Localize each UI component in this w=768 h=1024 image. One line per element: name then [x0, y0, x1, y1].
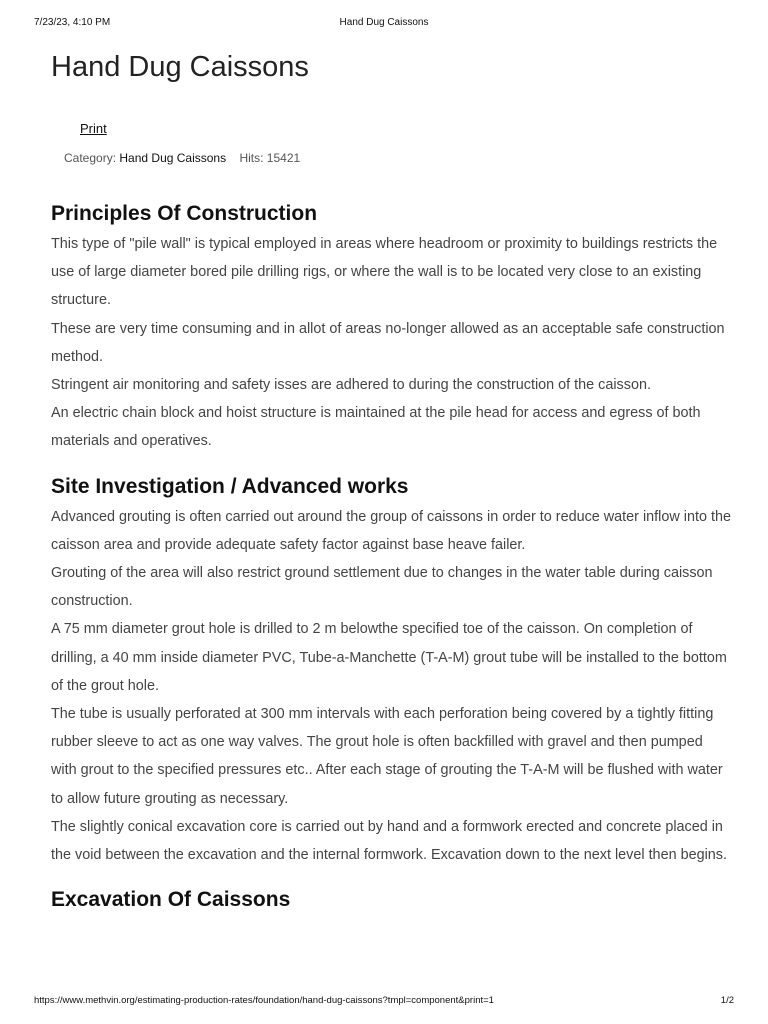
paragraph: An electric chain block and hoist structure is maintained at the pile head for access and egress of both materials and operatives.: [51, 405, 701, 450]
hits-label: Hits:: [239, 151, 264, 165]
paragraph: These are very time consuming and in allot of areas no-longer allowed as an acceptable safe construction method.: [51, 320, 725, 365]
category-label: Category:: [64, 151, 117, 165]
paragraph: Stringent air monitoring and safety isses are adhered to during the construction of the caisson.: [51, 377, 651, 394]
print-link[interactable]: Print: [80, 121, 107, 136]
paragraph: This type of "pile wall" is typical employed in areas where headroom or proximity to buildings restricts the use of large diameter bored pile drilling rigs, or where the wall is to be located very close to an existing structure.: [51, 236, 718, 309]
print-footer: [0, 995, 768, 1009]
page-number: 1/2: [720, 995, 734, 1006]
print-header-title: Hand Dug Caissons: [339, 17, 429, 28]
print-header: [0, 17, 768, 31]
section-principles: [51, 198, 731, 456]
section-heading: Principles Of Construction: [51, 202, 318, 225]
paragraph: Grouting of the area will also restrict ground settlement due to changes in the water table during caisson construction.: [51, 565, 713, 610]
paragraph: The tube is usually perforated at 300 mm intervals with each perforation being covered by a tightly fitting rubber sleeve to act as one way valves. The grout hole is often backfilled with gravel and then pumped with grout to the specified pressures etc.. After each stage of grouting the T-A-M will be flushed with water to allow future grouting as necessary.: [51, 706, 723, 807]
section-site-investigation: [51, 471, 731, 870]
paragraph: Advanced grouting is often carried out around the group of caissons in order to reduce water inflow into the caisson area and provide adequate safety factor against base heave failer.: [51, 508, 731, 553]
paragraph: The slightly conical excavation core is carried out by hand and a formwork erected and concrete placed in the void between the excavation and the internal formwork. Excavation down to the next level then begins.: [51, 818, 727, 864]
article-meta: [64, 151, 300, 165]
hits-count: 15421: [266, 151, 301, 165]
category-link[interactable]: Hand Dug Caissons: [119, 151, 227, 165]
page-title: Hand Dug Caissons: [51, 51, 309, 83]
section-excavation: [51, 884, 731, 916]
section-heading: Site Investigation / Advanced works: [51, 474, 409, 498]
print-datetime: 7/23/23, 4:10 PM: [34, 17, 111, 28]
paragraph: A 75 mm diameter grout hole is drilled to 2 m belowthe specified toe of the caisson. On completion of drilling, a 40 mm inside diameter PVC, Tube-a-Manchette (T-A-M) grout tube will be installed to the bottom of the grout hole.: [51, 621, 727, 694]
page-url: https://www.methvin.org/estimating-production-rates/foundation/hand-dug-caissons?tmpl=component&print=1: [34, 995, 494, 1006]
section-heading: Excavation Of Caissons: [51, 888, 291, 912]
article-body: [51, 198, 731, 931]
